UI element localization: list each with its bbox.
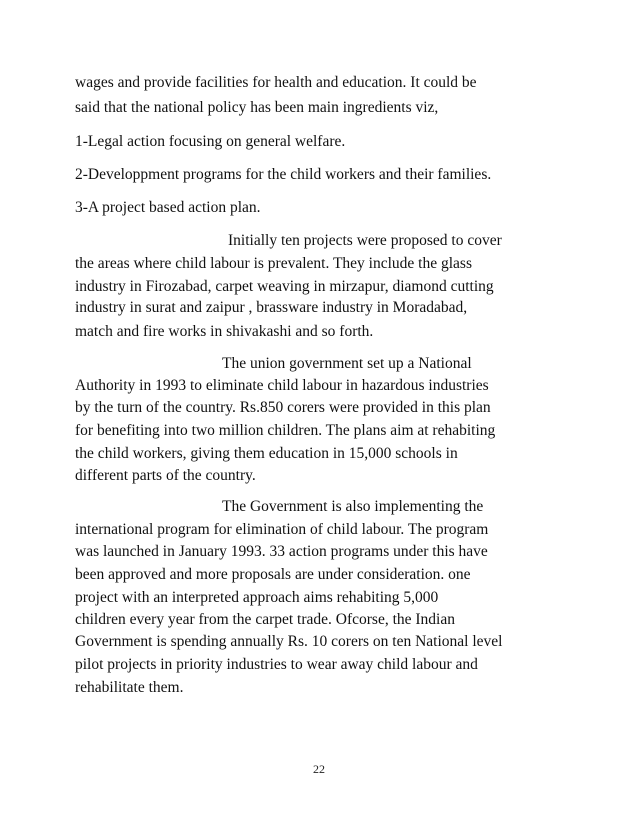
text-line: the areas where child labour is prevalent. They include the glass: [75, 255, 472, 272]
text-line: 3-A project based action plan.: [75, 199, 261, 216]
text-line: for benefiting into two million children. The plans aim at rehabiting: [75, 422, 496, 439]
text-line: children every year from the carpet trade. Ofcorse, the Indian: [75, 611, 455, 628]
text-line: The Government is also implementing the: [222, 498, 484, 515]
text-line: industry in surat and zaipur , brassware industry in Moradabad,: [75, 299, 468, 316]
text-line: international program for elimination of child labour. The program: [75, 521, 489, 538]
text-line: pilot projects in priority industries to wear away child labour and: [75, 656, 478, 673]
text-line: industry in Firozabad, carpet weaving in mirzapur, diamond cutting: [75, 278, 494, 295]
text-line: The union government set up a National: [222, 355, 472, 372]
text-line: Government is spending annually Rs. 10 corers on ten National level: [75, 633, 503, 650]
text-line: different parts of the country.: [75, 467, 256, 484]
text-line: Initially ten projects were proposed to cover: [228, 232, 502, 249]
text-line: Authority in 1993 to eliminate child labour in hazardous industries: [75, 377, 489, 394]
text-line: 1-Legal action focusing on general welfare.: [75, 133, 346, 150]
text-line: said that the national policy has been main ingredients viz,: [75, 99, 439, 116]
text-line: project with an interpreted approach aims rehabiting 5,000: [75, 589, 439, 606]
text-line: the child workers, giving them education in 15,000 schools in: [75, 445, 458, 462]
text-line: by the turn of the country. Rs.850 corers were provided in this plan: [75, 399, 491, 416]
text-line: 2-Developpment programs for the child workers and their families.: [75, 166, 492, 183]
page-number: 22: [313, 762, 325, 776]
text-line: been approved and more proposals are under consideration. one: [75, 566, 471, 583]
text-line: wages and provide facilities for health and education. It could be: [75, 74, 477, 91]
text-line: rehabilitate them.: [75, 679, 184, 696]
text-line: match and fire works in shivakashi and so forth.: [75, 323, 374, 340]
text-line: was launched in January 1993. 33 action programs under this have: [75, 543, 488, 560]
